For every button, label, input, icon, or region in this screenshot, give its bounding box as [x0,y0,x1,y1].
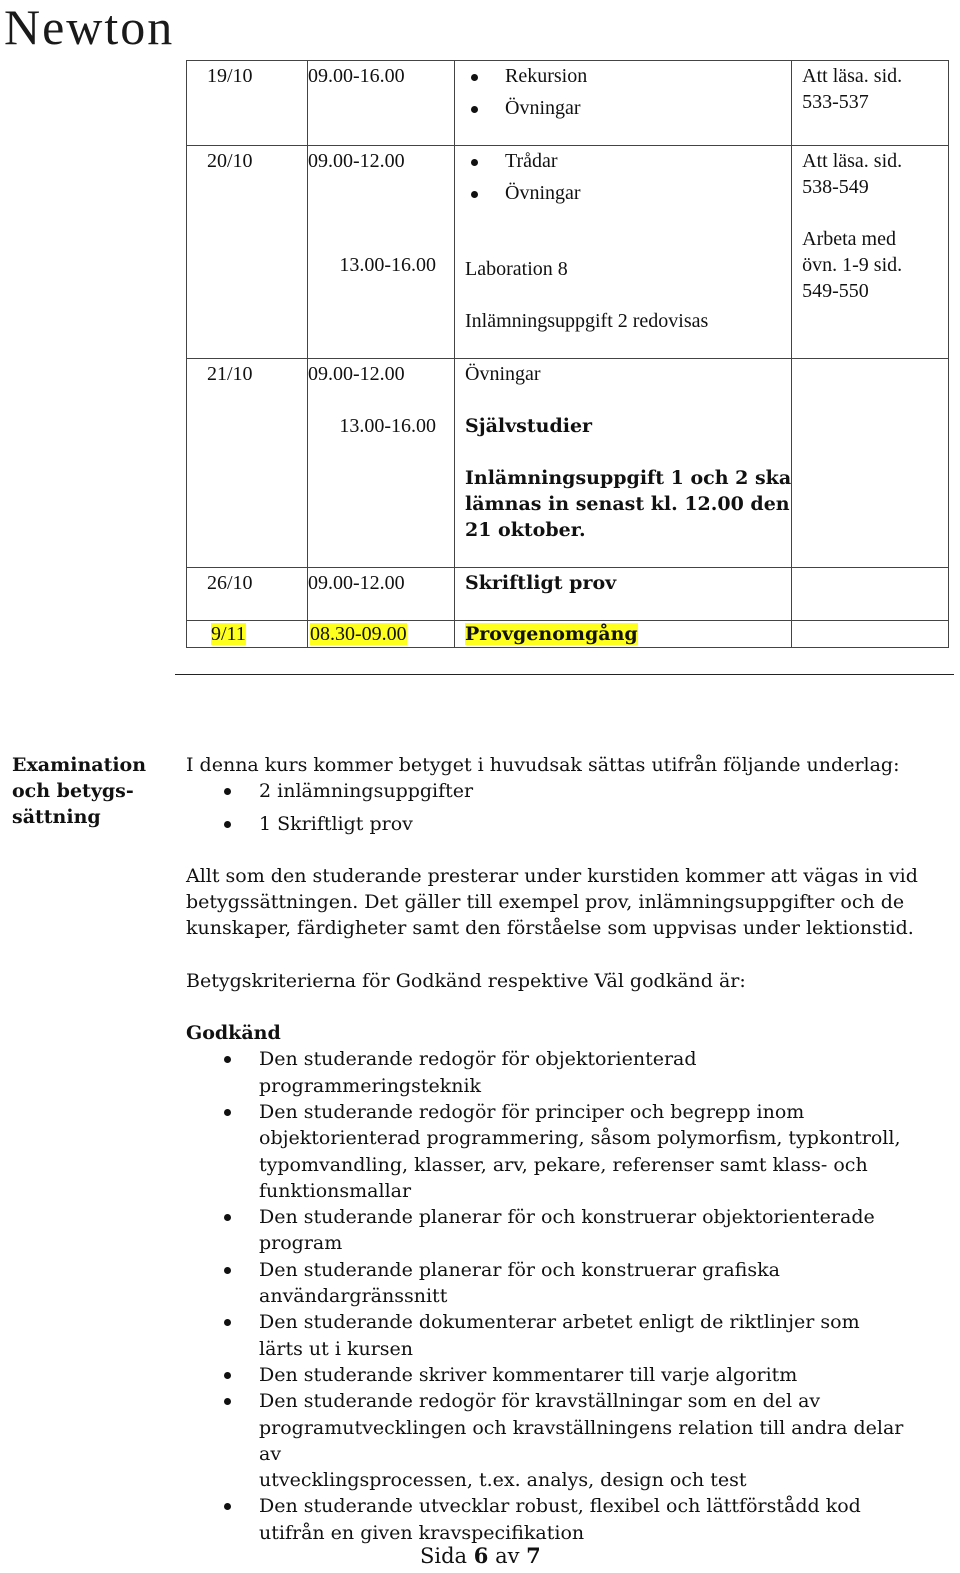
deadline-note: 21 oktober. [465,519,586,541]
schedule-table [186,60,949,648]
deadline-note: lämnas in senast kl. 12.00 den [465,493,790,515]
label-line: och betygs- [12,780,134,802]
activity-item: Trådar [465,148,791,174]
basis-list [186,778,926,837]
footer-text: Sida [420,1544,468,1568]
para-line: betygssättningen. Det gäller till exempel prov, inlämningsuppgifter och de [186,891,905,914]
activity-item: Övningar [465,95,791,121]
deadline-note: Inlämningsuppgift 1 och 2 ska [465,467,792,489]
time: 09.00-12.00 [308,572,405,594]
criteria-item: Den studerande dokumenterar arbetet enligt de riktlinjer som lärts ut i kursen [186,1309,926,1362]
criteria-intro: Betygskriterierna för Godkänd respektive Väl godkänd är: [186,969,746,992]
time: 09.00-12.00 [308,150,405,172]
section-label [12,752,162,830]
schedule-row [187,61,949,146]
time: 09.00-16.00 [308,65,405,87]
reading: 549-550 [802,280,869,302]
label-line: Examination [12,754,147,776]
activity: Självstudier [465,415,593,437]
grade-heading: Godkänd [186,1022,281,1045]
activity: Övningar [465,363,541,385]
examination-body [186,752,926,1546]
section-divider [175,674,954,675]
list-item: 2 inlämningsuppgifter [186,778,926,804]
time: 13.00-16.00 [339,415,436,437]
criteria-item: Den studerande skriver kommentarer till varje algoritm [186,1362,926,1388]
criteria-list [186,1046,926,1546]
time: 08.30-09.00 [310,623,407,645]
date: 21/10 [207,363,253,385]
page-total: 7 [526,1543,541,1568]
criteria-item: Den studerande utvecklar robust, flexibel och lättförstådd kod utifrån en given kravspecifikation [186,1493,926,1546]
schedule-row [187,568,949,621]
para-line: Allt som den studerande presterar under kurstiden kommer att vägas in vid [186,864,918,887]
activity-item: Övningar [465,180,791,206]
reading: 538-549 [802,176,869,198]
date: 19/10 [207,65,253,87]
page-footer [420,1543,541,1568]
reading: Arbeta med [802,228,896,250]
newton-logo: Newton [4,0,175,55]
criteria-item: Den studerande redogör för principer och begrepp inom objektorienterad programmering, såsom polymorfism, typkontroll, typomvandling, klasser, arv, pekare, referenser samt klass- och funktionsmallar [186,1099,926,1204]
criteria-item: Den studerande redogör för objektorienterad programmeringsteknik [186,1046,926,1099]
schedule-row [187,359,949,568]
intro-text: I denna kurs kommer betyget i huvudsak sättas utifrån följande underlag: [186,754,900,776]
date: 9/11 [211,623,246,645]
date: 26/10 [207,572,253,594]
para-line: kunskaper, färdigheter samt den förståelse som uppvisas under lektionstid. [186,917,914,940]
activity: Inlämningsuppgift 2 redovisas [465,310,709,332]
criteria-item: Den studerande redogör för kravställningar som en del av programutvecklingen och kravställningens relation till andra delar av utvecklingsprocessen, t.ex. analys, design och test [186,1388,926,1493]
activity: Provgenomgång [465,623,638,645]
reading: 533-537 [802,91,869,113]
reading: övn. 1-9 sid. [802,254,903,276]
reading: Att läsa. sid. [802,65,903,87]
page-number: 6 [473,1543,489,1568]
criteria-item: Den studerande planerar för och konstruerar grafiska användargränssnitt [186,1257,926,1310]
reading: Att läsa. sid. [802,150,903,172]
label-line: sättning [12,806,101,828]
paragraph [186,863,926,942]
time: 13.00-16.00 [339,254,436,276]
activity-item: Rekursion [465,63,791,89]
activity: Skriftligt prov [465,572,617,594]
criteria-item: Den studerande planerar för och konstruerar objektorienterade program [186,1204,926,1257]
time: 09.00-12.00 [308,363,405,385]
list-item: 1 Skriftligt prov [186,811,926,837]
activity: Laboration 8 [465,258,568,280]
date: 20/10 [207,150,253,172]
schedule-row [187,146,949,359]
footer-text: av [495,1544,520,1568]
schedule-row [187,621,949,648]
